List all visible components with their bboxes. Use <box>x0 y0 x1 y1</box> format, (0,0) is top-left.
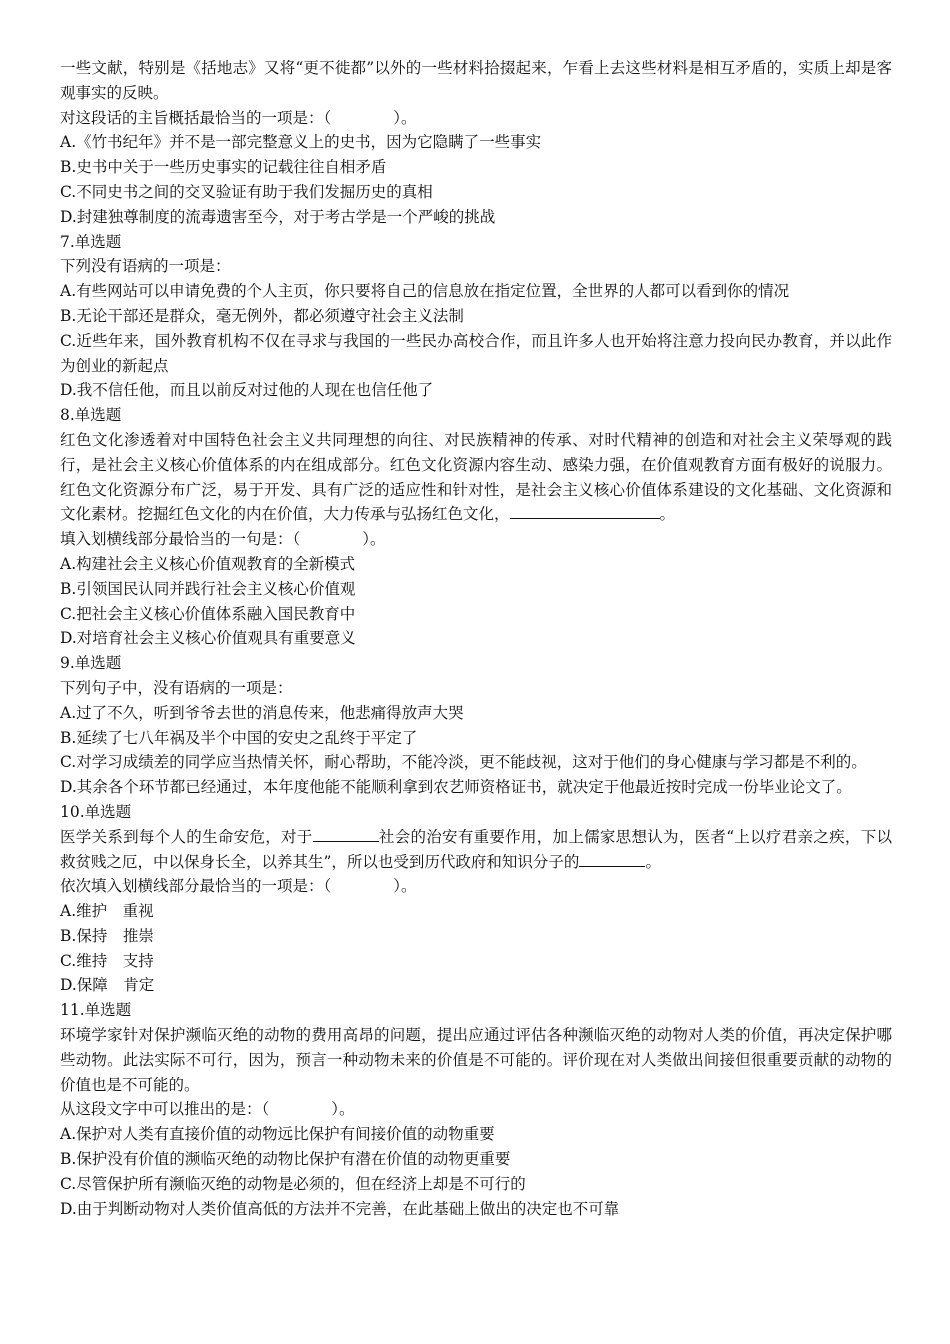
q9-option-d: D.其余各个环节都已经通过，本年度他能不能顺利拿到农艺师资格证书，就决定于他最近按时完成一份毕业论文了。 <box>60 778 852 797</box>
q10-passage-c: 。 <box>645 852 661 871</box>
q8-option-c: C.把社会主义核心价值体系融入国民教育中 <box>60 604 356 623</box>
q9-option-c: C.对学习成绩差的同学应当热情关怀，耐心帮助，不能冷淡，更不能歧视，这对于他们的身心健康与学习都是不利的。 <box>60 753 867 772</box>
q11-option-c: C.尽管保护所有濒临灭绝的动物是必须的，但在经济上却是不可行的 <box>60 1174 526 1193</box>
q10-header: 10.单选题 <box>60 802 132 821</box>
q8-option-d: D.对培育社会主义核心价值观具有重要意义 <box>60 629 356 648</box>
q10-option-b: B.保持 推崇 <box>60 926 154 945</box>
q11-passage: 环境学家针对保护濒临灭绝的动物的费用高昂的问题，提出应通过评估各种濒临灭绝的动物对人类的价值，再决定保护哪些动物。此法实际不可行，因为，预言一种动物未来的价值是不可能的。评价现在对人类做出间接但很重要贡献的动物的价值也是不可能的。 <box>60 1026 892 1094</box>
q10-stem: 依次填入划横线部分最恰当的一项是：（ ）。 <box>60 877 417 896</box>
q11-header: 11.单选题 <box>60 1001 132 1020</box>
q10-option-c: C.维持 支持 <box>60 951 154 970</box>
q11-option-d: D.由于判断动物对人类价值高低的方法并不完善，在此基础上做出的决定也不可靠 <box>60 1199 620 1218</box>
q7-header: 7.单选题 <box>60 232 122 251</box>
q10-fill-blank-2 <box>579 850 645 867</box>
q8-passage-text: 红色文化渗透着对中国特色社会主义共同理想的向往、对民族精神的传承、对时代精神的创造和对社会主义荣辱观的践行，是社会主义核心价值体系的内在组成部分。红色文化资源内容生动、感染力强，在价值观教育方面有极好的说服力。红色文化资源分布广泛，易于开发、具有广泛的适应性和针对性，是社会主义核心价值体系建设的文化基础、文化资源和文化素材。挖掘红色文化的内在价值，大力传承与弘扬红色文化， <box>60 430 892 524</box>
q10-passage <box>60 825 892 875</box>
q11-option-a: A.保护对人类有直接价值的动物远比保护有间接价值的动物重要 <box>60 1125 495 1144</box>
q7-stem: 下列没有语病的一项是： <box>60 257 231 276</box>
q11-stem: 从这段文字中可以推出的是：（ ）。 <box>60 1100 355 1119</box>
q6-stem: 对这段话的主旨概括最恰当的一项是：（ ）。 <box>60 108 417 127</box>
q8-header: 8.单选题 <box>60 406 122 425</box>
q6-option-c: C.不同史书之间的交叉验证有助于我们发掘历史的真相 <box>60 182 433 201</box>
q8-passage-end: 。 <box>659 505 676 524</box>
q6-option-d: D.封建独尊制度的流毒遗害至今，对于考古学是一个严峻的挑战 <box>60 207 496 226</box>
q8-passage <box>60 428 892 527</box>
q10-option-d: D.保障 肯定 <box>60 976 155 995</box>
q9-stem: 下列句子中，没有语病的一项是： <box>60 678 293 697</box>
q8-stem: 填入划横线部分最恰当的一句是：（ ）。 <box>60 530 386 549</box>
q6-option-a: A.《竹书纪年》并不是一部完整意义上的史书，因为它隐瞒了一些事实 <box>60 133 542 152</box>
q10-passage-a: 医学关系到每个人的生命安危，对于 <box>60 827 313 846</box>
q10-passage-b: 社会的治安有重要作用，加上儒家思想认为，医者“上以疗君亲之疾，下以救贫贱之厄，中以保身长全，以养其生”，所以也受到历代政府和知识分子的 <box>60 827 892 871</box>
q6-option-b: B.史书中关于一些历史事实的记载往往自相矛盾 <box>60 158 387 177</box>
q11-option-b: B.保护没有价值的濒临灭绝的动物比保护有潜在价值的动物更重要 <box>60 1150 511 1169</box>
q9-header: 9.单选题 <box>60 654 122 673</box>
q8-fill-blank <box>510 502 660 519</box>
q9-option-b: B.延续了七八年祸及半个中国的安史之乱终于平定了 <box>60 728 418 747</box>
q6-passage: 一些文献，特别是《括地志》又将“更不徙都”以外的一些材料拾掇起来，乍看上去这些材料是相互矛盾的，实质上却是客观事实的反映。 <box>60 59 892 102</box>
exam-page <box>60 56 892 1221</box>
q9-option-a: A.过了不久，听到爷爷去世的消息传来，他悲痛得放声大哭 <box>60 703 464 722</box>
q8-option-b: B.引领国民认同并践行社会主义核心价值观 <box>60 579 356 598</box>
q7-option-d: D.我不信任他，而且以前反对过他的人现在也信任他了 <box>60 381 434 400</box>
q7-option-c: C.近些年来，国外教育机构不仅在寻求与我国的一些民办高校合作，而且许多人也开始将注意力投向民办教育，并以此作为创业的新起点 <box>60 331 892 375</box>
q10-fill-blank-1 <box>313 825 379 842</box>
q10-option-a: A.维护 重视 <box>60 902 154 921</box>
q7-option-a: A.有些网站可以申请免费的个人主页，你只要将自己的信息放在指定位置，全世界的人都可以看到你的情况 <box>60 282 790 301</box>
q8-option-a: A.构建社会主义核心价值观教育的全新模式 <box>60 554 356 573</box>
q7-option-b: B.无论干部还是群众，毫无例外，都必须遵守社会主义法制 <box>60 306 464 325</box>
